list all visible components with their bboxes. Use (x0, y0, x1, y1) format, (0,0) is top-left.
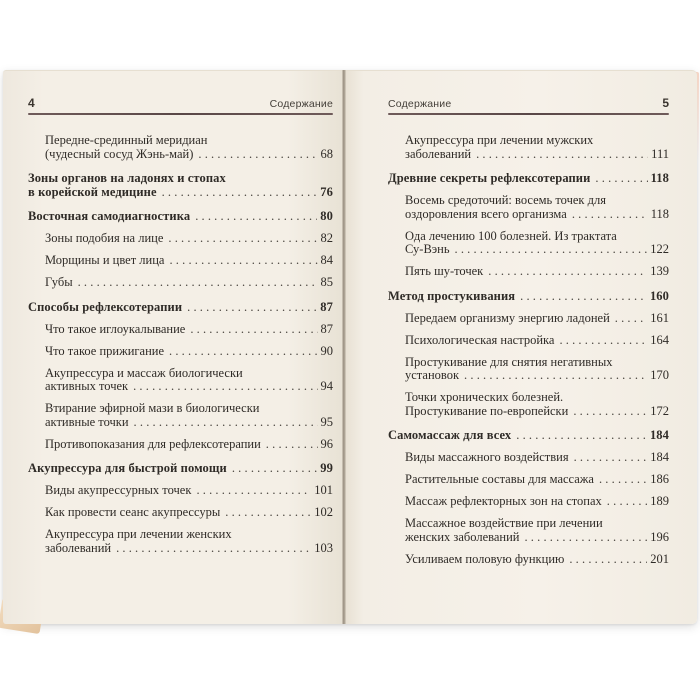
dot-leader (595, 172, 647, 186)
toc-entry-title: Противопоказания для рефлексотерапии (45, 436, 261, 451)
toc-list-right (388, 134, 669, 566)
toc-entry-title: Акупрессура и массаж биологически (45, 365, 243, 380)
toc-line (28, 323, 333, 337)
toc-line (28, 345, 333, 359)
toc-sub-entry (388, 391, 669, 418)
dot-leader (162, 186, 318, 200)
dot-leader (134, 416, 318, 430)
toc-entry-title: Губы (45, 275, 73, 289)
toc-sub-entry (28, 506, 333, 520)
toc-entry-title: Су-Вэнь (405, 242, 450, 256)
toc-entry-title: Растительные составы для массажа (405, 472, 594, 486)
toc-page-ref: 90 (320, 343, 333, 358)
toc-entry-title: Массажное воздействие при лечении (405, 516, 603, 530)
toc-sub-entry (388, 194, 669, 221)
toc-entry-title: активные точки (45, 414, 129, 429)
toc-line (388, 356, 669, 370)
toc-entry-title: в корейской медицине (28, 184, 157, 199)
dot-leader (524, 531, 647, 545)
toc-line (28, 186, 333, 200)
toc-entry-title: Психологическая настройка (405, 332, 555, 347)
toc-line (388, 473, 669, 487)
toc-page-ref: 85 (320, 275, 333, 289)
toc-sub-entry (28, 528, 333, 555)
toc-line (28, 484, 333, 498)
toc-chapter-entry (388, 290, 669, 304)
toc-sub-entry (28, 232, 333, 246)
toc-entry-title: Втирание эфирной мази в биологически (45, 401, 260, 415)
toc-page-ref: 160 (649, 288, 669, 303)
toc-line (28, 210, 333, 224)
toc-sub-entry (388, 265, 669, 279)
toc-entry-title: Виды массажного воздействия (405, 450, 569, 464)
book-spine (342, 70, 346, 624)
toc-entry-title: Метод простукивания (388, 288, 516, 303)
dot-leader (573, 405, 647, 419)
page-number: 5 (662, 96, 669, 110)
toc-line (28, 380, 333, 394)
toc-chapter-entry (28, 301, 333, 315)
running-title: Содержание (388, 98, 452, 110)
toc-page-ref: 170 (650, 368, 669, 382)
running-title: Содержание (269, 98, 333, 110)
dot-leader (476, 148, 648, 162)
toc-sub-entry (388, 356, 669, 383)
toc-page-ref: 68 (320, 146, 333, 161)
toc-page-ref: 87 (320, 299, 333, 314)
toc-entry-title: Массаж рефлекторных зон на стопах (405, 494, 602, 508)
toc-sub-entry (388, 473, 669, 487)
toc-page-ref: 80 (320, 209, 333, 223)
toc-entry-title: установок (405, 368, 460, 382)
toc-entry-title: Древние секреты рефлексотерапии (388, 171, 591, 185)
toc-line (388, 194, 669, 208)
dot-leader (569, 553, 647, 567)
toc-entry-title: Пять шу-точек (405, 264, 484, 278)
dot-leader (520, 290, 647, 304)
toc-sub-entry (28, 134, 333, 161)
toc-entry-title: (чудесный сосуд Жэнь-май) (45, 146, 194, 161)
book-page-left (3, 70, 342, 624)
book-page-right (346, 70, 697, 624)
toc-entry-title: Восточная самодиагностика (28, 209, 191, 223)
toc-line (388, 334, 669, 348)
toc-line (28, 542, 333, 556)
dot-leader (225, 506, 311, 520)
dot-leader (116, 542, 311, 556)
toc-page-ref: 139 (650, 264, 669, 278)
toc-line (28, 402, 333, 416)
toc-line (28, 172, 333, 186)
toc-entry-title: Ода лечению 100 болезней. Из трактата (405, 228, 617, 243)
toc-line (388, 531, 669, 545)
toc-entry-title: Точки хронических болезней. (405, 390, 564, 404)
toc-line (28, 254, 333, 268)
toc-chapter-entry (388, 172, 669, 186)
dot-leader (464, 369, 647, 383)
dot-leader (190, 323, 317, 337)
toc-line (28, 276, 333, 290)
toc-sub-entry (388, 230, 669, 257)
toc-entry-title: Зоны органов на ладонях и стопах (28, 171, 226, 185)
toc-chapter-entry (28, 210, 333, 224)
dot-leader (572, 208, 648, 222)
toc-entry-title: Акупрессура для быстрой помощи (28, 461, 227, 475)
toc-entry-title: Усиливаем половую функцию (405, 551, 565, 566)
dot-leader (168, 232, 317, 246)
toc-page-ref: 184 (650, 450, 669, 464)
toc-line (388, 451, 669, 465)
page-header-left (28, 96, 333, 110)
toc-page-ref: 196 (650, 529, 669, 544)
toc-chapter-entry (388, 429, 669, 443)
dot-leader (559, 334, 647, 348)
toc-sub-entry (388, 312, 669, 326)
toc-entry-title: Зоны подобия на лице (45, 231, 164, 245)
toc-line (28, 134, 333, 148)
toc-line (28, 528, 333, 542)
toc-line (388, 290, 669, 304)
toc-line (388, 243, 669, 257)
toc-page-ref: 82 (320, 231, 333, 245)
toc-line (388, 369, 669, 383)
toc-sub-entry (388, 553, 669, 567)
dot-leader (195, 210, 317, 224)
toc-entry-title: Что такое иглоукалывание (45, 321, 186, 336)
dot-leader (187, 301, 317, 315)
header-rule (388, 113, 669, 115)
toc-page-ref: 84 (320, 253, 333, 267)
toc-line (388, 391, 669, 405)
toc-page-ref: 118 (650, 206, 669, 221)
toc-line (28, 232, 333, 246)
dot-leader (198, 148, 317, 162)
toc-entry-title: Что такое прижигание (45, 343, 165, 358)
dot-leader (574, 451, 648, 465)
toc-page-ref: 201 (650, 551, 669, 566)
toc-line (388, 429, 669, 443)
toc-entry-title: активных точек (45, 379, 129, 393)
toc-page-ref: 122 (650, 242, 669, 256)
toc-sub-entry (388, 451, 669, 465)
toc-line (388, 265, 669, 279)
toc-page-ref: 102 (314, 505, 333, 519)
toc-entry-title: Виды акупрессурных точек (45, 483, 192, 497)
toc-entry-title: Простукивание для снятия негативных (405, 354, 613, 369)
toc-sub-entry (388, 517, 669, 544)
toc-chapter-entry (28, 172, 333, 199)
toc-page-ref: 99 (320, 461, 333, 475)
toc-line (388, 553, 669, 567)
dot-leader (266, 438, 318, 452)
dot-leader (488, 265, 647, 279)
toc-sub-entry (388, 495, 669, 509)
toc-entry-title: Акупрессура при лечении мужских (405, 133, 594, 147)
toc-entry-title: женских заболеваний (405, 529, 520, 544)
open-book (3, 70, 697, 624)
toc-chapter-entry (28, 462, 333, 476)
toc-line (388, 172, 669, 186)
toc-line (28, 367, 333, 381)
page-number: 4 (28, 96, 35, 110)
toc-entry-title: Способы рефлексотерапии (28, 299, 183, 314)
toc-page-ref: 172 (650, 403, 669, 418)
toc-page-ref: 103 (314, 540, 333, 555)
toc-sub-entry (28, 276, 333, 290)
toc-line (388, 134, 669, 148)
dot-leader (196, 484, 311, 498)
toc-line (28, 148, 333, 162)
toc-line (28, 416, 333, 430)
toc-entry-title: заболеваний (405, 146, 472, 161)
toc-entry-title: Передаем организму энергию ладоней (405, 310, 610, 325)
toc-line (28, 301, 333, 315)
toc-line (388, 405, 669, 419)
toc-line (28, 506, 333, 520)
toc-page-ref: 101 (314, 483, 333, 497)
toc-page-ref: 94 (320, 379, 333, 393)
toc-line (388, 148, 669, 162)
toc-entry-title: Простукивание по-европейски (405, 403, 569, 418)
page-header-right (388, 96, 669, 110)
toc-entry-title: Самомассаж для всех (388, 428, 512, 442)
toc-line (388, 517, 669, 531)
toc-page-ref: 161 (650, 310, 669, 325)
toc-page-ref: 184 (649, 428, 669, 442)
toc-entry-title: Как провести сеанс акупрессуры (45, 505, 221, 519)
dot-leader (133, 380, 317, 394)
header-rule (28, 113, 333, 115)
toc-page-ref: 95 (320, 414, 333, 429)
toc-sub-entry (28, 323, 333, 337)
toc-entry-title: Морщины и цвет лица (45, 253, 165, 267)
toc-page-ref: 96 (320, 436, 333, 451)
toc-sub-entry (28, 254, 333, 268)
toc-entry-title: Передне-срединный меридиан (45, 133, 208, 147)
toc-sub-entry (28, 484, 333, 498)
toc-line (388, 495, 669, 509)
toc-line (388, 312, 669, 326)
toc-page-ref: 164 (650, 332, 669, 347)
toc-sub-entry (388, 334, 669, 348)
dot-leader (599, 473, 647, 487)
dot-leader (615, 312, 647, 326)
dot-leader (232, 462, 317, 476)
toc-sub-entry (28, 345, 333, 359)
dot-leader (169, 345, 317, 359)
toc-line (388, 208, 669, 222)
toc-line (388, 230, 669, 244)
toc-page-ref: 87 (320, 321, 333, 336)
toc-sub-entry (388, 134, 669, 161)
toc-entry-title: Акупрессура при лечении женских (45, 527, 232, 541)
toc-page-ref: 118 (650, 171, 669, 185)
toc-list-left (28, 134, 333, 555)
toc-sub-entry (28, 438, 333, 452)
dot-leader (169, 254, 317, 268)
toc-page-ref: 111 (651, 146, 669, 161)
toc-sub-entry (28, 367, 333, 394)
toc-entry-title: оздоровления всего организма (405, 206, 567, 221)
dot-leader (78, 276, 318, 290)
toc-line (28, 438, 333, 452)
dot-leader (516, 429, 647, 443)
dot-leader (607, 495, 647, 509)
toc-sub-entry (28, 402, 333, 429)
toc-entry-title: Восемь средоточий: восемь точек для (405, 193, 606, 207)
toc-page-ref: 189 (650, 494, 669, 508)
dot-leader (455, 243, 648, 257)
toc-line (28, 462, 333, 476)
toc-page-ref: 186 (650, 472, 669, 486)
toc-page-ref: 76 (320, 184, 333, 199)
toc-entry-title: заболеваний (45, 540, 112, 555)
